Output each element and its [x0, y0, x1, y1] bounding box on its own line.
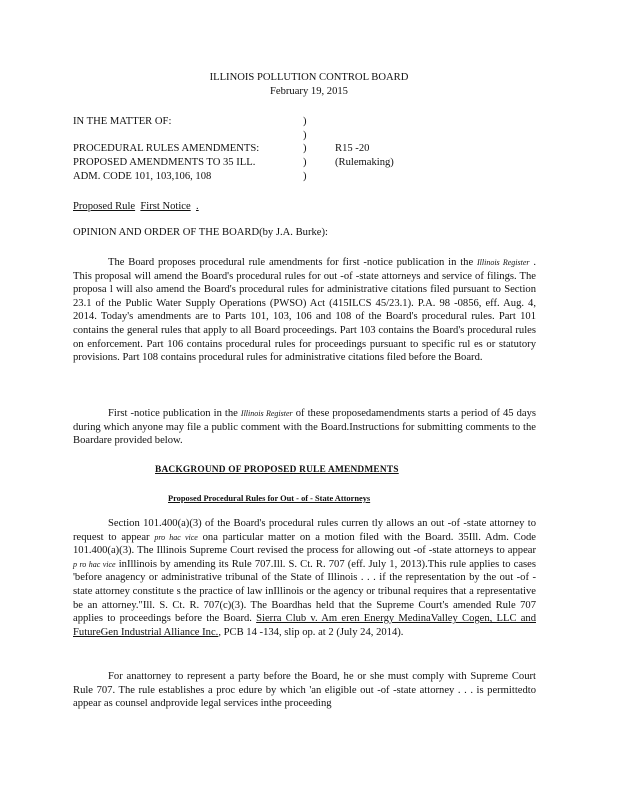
caption-matter: IN THE MATTER OF:	[73, 116, 172, 127]
case-citation: Sierra Club v. Am eren Energy MedinaValley Cogen, LLC and FutureGen Industrial Alliance Inc.	[73, 613, 536, 638]
subsection-heading-attorneys: Proposed Procedural Rules for Out - of - State Attorneys	[168, 494, 371, 503]
p2-text-start: First -notice publication in the	[108, 408, 238, 419]
p1-text-rest: . This proposal will amend the Board's procedural rules for out -of -state attorneys and service of filings. The proposa l will also amend the Board's procedural rules for administrative citations filed pursuant to Section 23.1 of the Public Water Supply Operations (PWSO) Act (415ILCS 45/23.1). P.A. 98 -0856, eff. Aug. 4, 2014. Today's amendments are to Parts 101, 103, 106 and 108 of the Board's procedural rules. Part 101 contains the general rules that apply to all Board proceedings. Part 103 contains the Board's procedural rules on enforcement. Part 106 contains procedural rules for proceedings pursuant to specific rul es or statutory provisions. Part 108 contains procedural rules for administrative citations filed before the Board.	[73, 257, 537, 364]
notice-line	[73, 200, 199, 214]
caption-paren: )	[303, 130, 307, 141]
caption-paren: )	[303, 143, 307, 154]
proceeding-type: (Rulemaking)	[335, 157, 394, 168]
pro-hac-vice-italic: pro hac vice	[154, 532, 198, 542]
p1-text-start: The Board proposes procedural rule amendments for first -notice publication in the	[108, 257, 474, 268]
p3-text-b: ona particular matter on a motion filed with the Board. 35Ill. Adm. Code 101.400(a)(3). The Illinois Supreme Court revised the process for allowing out -of -state attorneys to appear	[73, 531, 537, 557]
caption-title-line-1: PROCEDURAL RULES AMENDMENTS:	[73, 143, 260, 154]
paragraph-2	[73, 407, 536, 448]
section-heading-background: BACKGROUND OF PROPOSED RULE AMENDMENTS	[155, 465, 399, 475]
paragraph-4: For anattorney to represent a party before the Board, he or she must comply with Supreme Court Rule 707. The rule establishes a proc edure by which 'an eligible out -of -state attorney . . . is permittedto appear as counsel andprovide legal services inthe proceeding	[73, 671, 536, 710]
board-name: ILLINOIS POLLUTION CONTROL BOARD	[209, 72, 409, 83]
p3-text-c: inIllinois by amending its Rule 707.Ill. S. Ct. R. 707 (eff. July 1, 2013).This rule applies to cases 'before anagency or administrative tribunal of the State of Illinois . . . if the representation by the out -of -state attorney constitute s the practice of law inIllinois or the agency or tribunal requires that a representative be an attorney."Ill. S. Ct. R. 707(c)(3). The Boardhas held that the Supreme Court's amended Rule 707 applies to proceedings before the Board.	[73, 558, 537, 625]
paragraph-1	[73, 256, 536, 365]
opinion-heading: OPINION AND ORDER OF THE BOARD(by J.A. Burke):	[73, 227, 328, 238]
caption-title-line-2: PROPOSED AMENDMENTS TO 35 ILL.	[73, 157, 256, 168]
notice-first-notice: First Notice	[140, 201, 191, 212]
document-date: February 19, 2015	[270, 86, 348, 97]
p2-text-rest: of these proposedamendments starts a period of 45 days during which anyone may file a public comment with the Board.Instructions for submitting comments to the Boardare provided below.	[73, 408, 537, 447]
caption-paren: )	[303, 157, 307, 168]
pro-hac-vice-italic: p ro hac vice	[73, 559, 116, 569]
docket-number: R15 -20	[335, 143, 370, 154]
p3-text-d: , PCB 14 -134, slip op. at 2 (July 24, 2014).	[218, 626, 404, 638]
illinois-register-italic: Illinois Register	[240, 409, 293, 418]
caption-title-line-3: ADM. CODE 101, 103,106, 108	[73, 171, 212, 182]
notice-period: .	[196, 201, 199, 212]
illinois-register-italic: Illinois Register	[477, 258, 530, 267]
paragraph-3	[73, 517, 536, 639]
p3-text-a: Section 101.400(a)(3) of the Board's procedural rules curren tly allows an out -of -state attorney to request to appear	[73, 518, 536, 543]
caption-paren: )	[303, 171, 307, 182]
caption-paren: )	[303, 116, 307, 127]
notice-proposed-rule: Proposed Rule	[73, 201, 136, 212]
